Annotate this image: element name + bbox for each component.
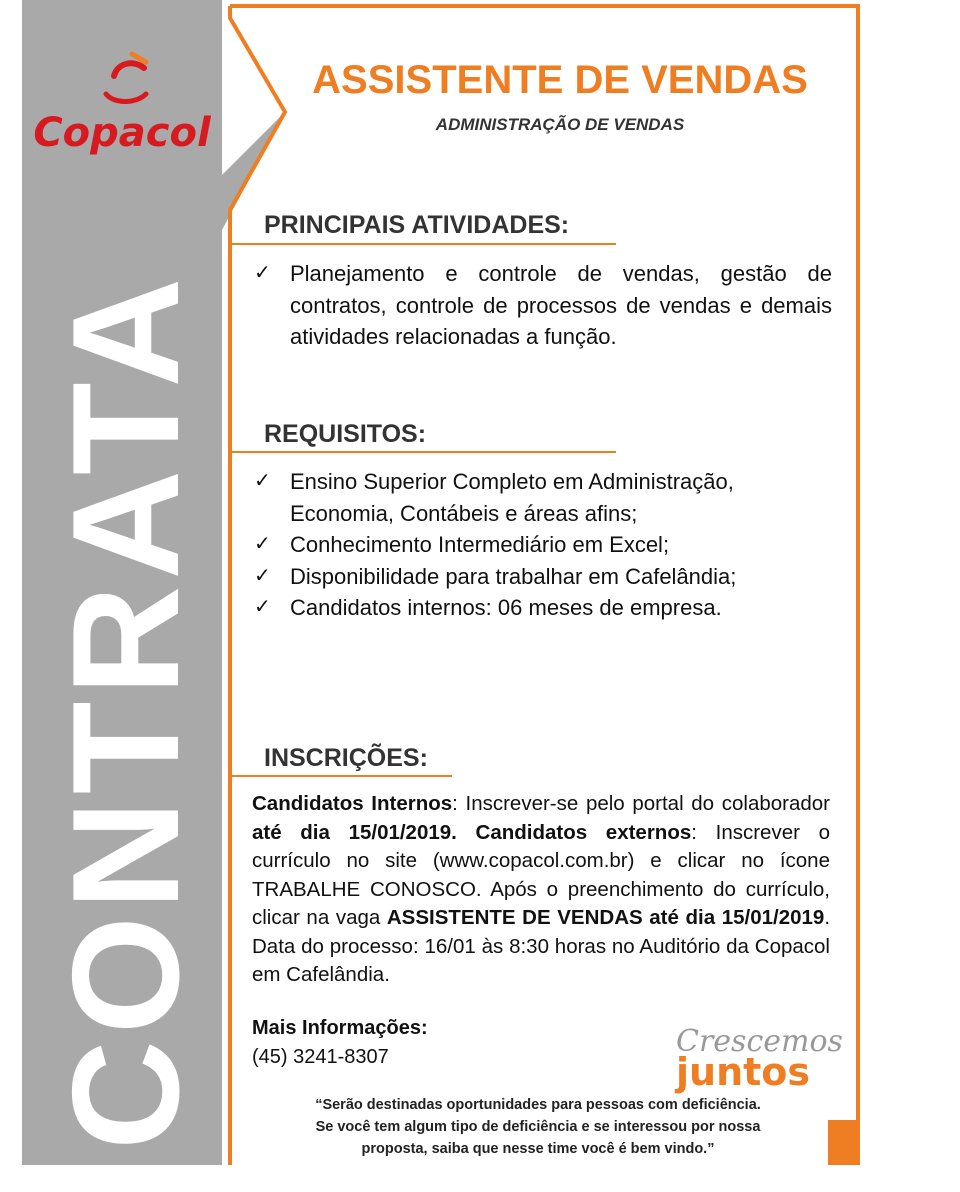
internal-candidates-label: Candidatos Internos [252,792,453,815]
copacol-logo [22,48,222,168]
internal-candidates-text: : Inscrever-se pelo portal do colaborador [452,792,831,815]
list-item [252,592,832,624]
requirements-heading-underline [230,451,616,453]
checkmark-icon: ✓ [254,533,271,555]
vacancy-deadline: ASSISTENTE DE VENDAS até dia 15/01/2019 [386,906,825,929]
registration-text [252,790,830,990]
list-item [252,561,832,593]
requirements-list [252,466,832,624]
checkmark-icon: ✓ [254,470,271,492]
internal-deadline: até dia 15/01/2019 [252,820,452,844]
inclusion-note-line: “Serão destinadas oportunidades para pessoas com deficiência. [315,1097,761,1113]
inclusion-note-line: proposta, saiba que nesse time você é bem vindo.” [361,1141,715,1157]
job-title: ASSISTENTE DE VENDAS [312,58,808,102]
more-info-heading: Mais Informações: [252,1017,428,1039]
slogan-juntos: juntos [676,1050,811,1094]
list-item [252,258,832,353]
external-candidates-text: : Inscrever o currículo no site (www.copacol.com.br) e clicar no ícone TRABALHE CONOSCO. Após o preenchimento do currículo, clicar na vaga [252,820,830,929]
requirements-heading: REQUISITOS: [264,420,427,448]
copacol-logo-text: Copacol [33,110,211,156]
registration-heading-underline [230,775,452,777]
copacol-logo-symbol-icon [22,48,222,108]
requirement-text: Disponibilidade para trabalhar em Cafelândia; [290,563,737,589]
inclusion-note [258,1094,818,1160]
checkmark-icon: ✓ [254,262,271,284]
contact-phone: (45) 3241-8307 [252,1046,389,1068]
orange-corner-block [828,1120,860,1165]
requirement-text: Candidatos internos: 06 meses de empresa. [290,595,722,620]
activities-list [252,258,832,353]
requirement-text: Ensino Superior Completo em Administração, Economia, Contábeis e áreas afins; [290,469,734,526]
list-item [252,529,832,561]
registration-heading: INSCRIÇÕES: [264,744,428,772]
list-item [252,466,832,529]
process-date-text: . Data do processo: 16/01 às 8:30 horas no Auditório da Copacol em Cafelândia. [252,906,831,986]
contrata-vertical-text: CONTRATA [41,271,211,1150]
checkmark-icon: ✓ [254,596,271,618]
inclusion-note-line: Se você tem algum tipo de deficiência e se interessou por nossa [315,1119,761,1135]
checkmark-icon: ✓ [254,564,271,587]
activities-heading: PRINCIPAIS ATIVIDADES: [264,211,570,239]
job-department: ADMINISTRAÇÃO DE VENDAS [435,115,685,134]
external-candidates-label: . Candidatos externos [451,820,692,844]
slogan-crescemos: Crescemos [676,1024,843,1059]
activity-text: Planejamento e controle de vendas, gestão de contratos, controle de processos de vendas e demais atividades relacionadas a função. [290,261,832,349]
activities-heading-underline [230,243,616,245]
requirement-text: Conhecimento Intermediário em Excel; [290,532,670,557]
